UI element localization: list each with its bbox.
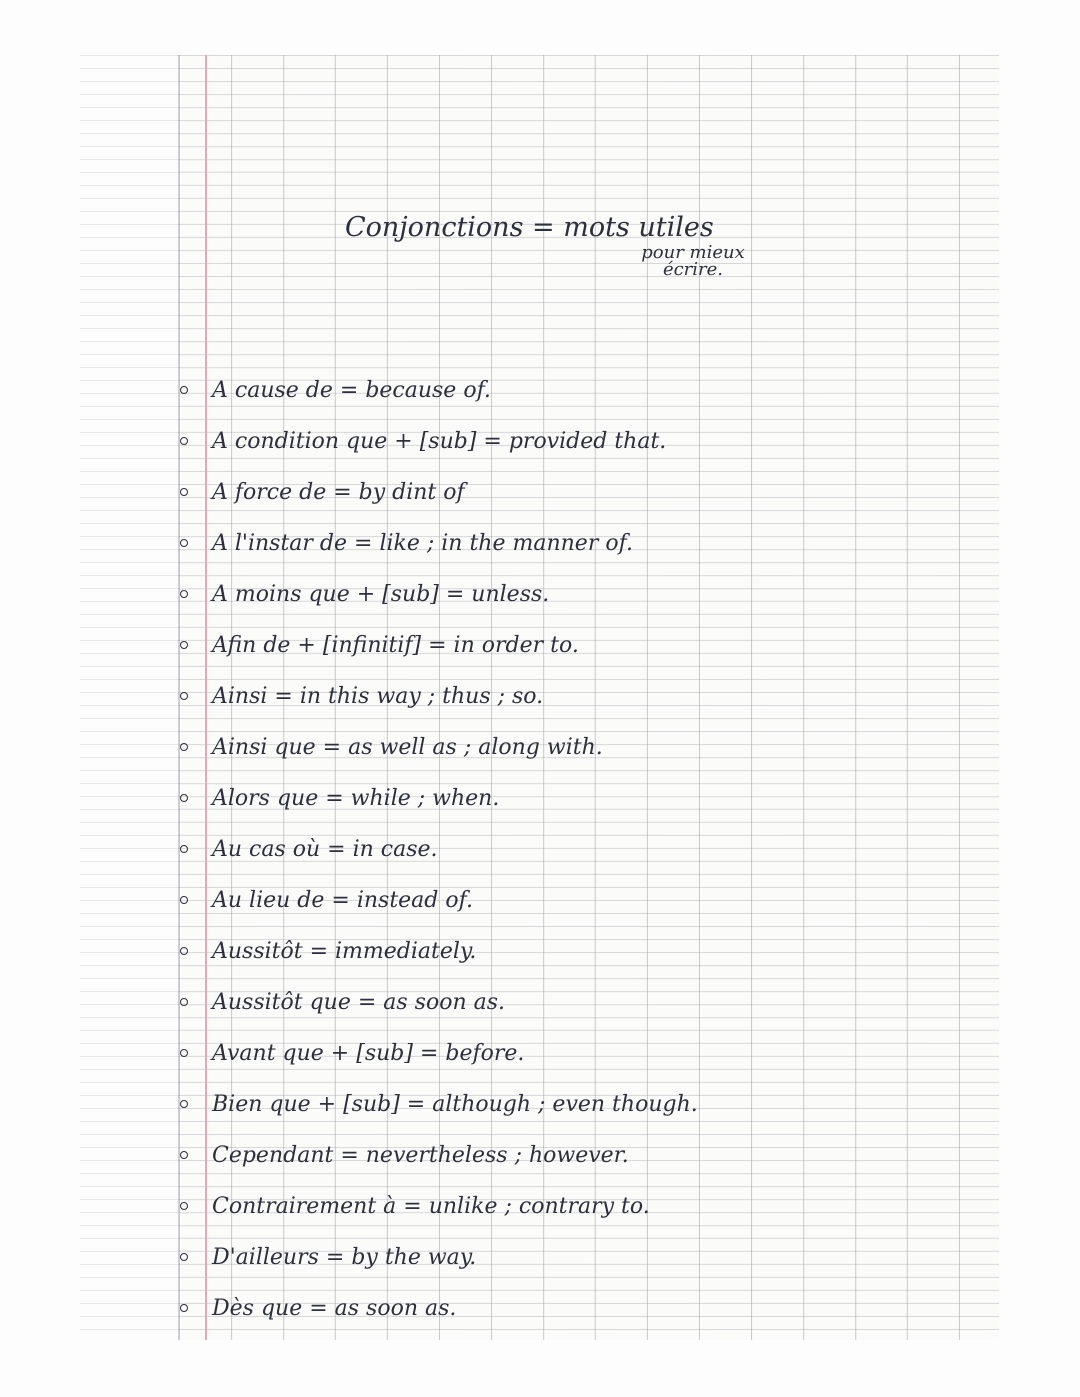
bullet-icon bbox=[180, 488, 188, 496]
bullet-icon bbox=[180, 794, 188, 802]
bullet-icon bbox=[180, 1253, 188, 1261]
entry-text: Cependant = nevertheless ; however. bbox=[212, 1143, 629, 1168]
bullet-icon bbox=[180, 386, 188, 394]
bullet-icon bbox=[180, 1049, 188, 1057]
page-title: Conjonctions = mots utiles bbox=[345, 212, 714, 243]
bullet-icon bbox=[180, 590, 188, 598]
entry-text: Contrairement à = unlike ; contrary to. bbox=[212, 1194, 650, 1219]
bullet-icon bbox=[180, 539, 188, 547]
entry-text: A condition que + [sub] = provided that. bbox=[212, 429, 667, 454]
bullet-icon bbox=[180, 1151, 188, 1159]
subtitle-line-2: écrire. bbox=[662, 259, 724, 280]
entry-text: Aussitôt que = as soon as. bbox=[212, 990, 506, 1015]
entry-text: Avant que + [sub] = before. bbox=[212, 1041, 525, 1066]
entry-text: Bien que + [sub] = although ; even though. bbox=[212, 1092, 698, 1117]
bullet-icon bbox=[180, 1304, 188, 1312]
bullet-icon bbox=[180, 896, 188, 904]
entry-text: A moins que + [sub] = unless. bbox=[212, 582, 550, 607]
subtitle-line-1: pour mieux bbox=[641, 242, 745, 263]
entry-text: D'ailleurs = by the way. bbox=[212, 1245, 477, 1270]
entry-text: A force de = by dint of bbox=[212, 480, 465, 505]
bullet-icon bbox=[180, 641, 188, 649]
entry-text: Au lieu de = instead of. bbox=[212, 888, 473, 913]
bullet-icon bbox=[180, 437, 188, 445]
entry-text: Au cas où = in case. bbox=[212, 837, 438, 862]
left-margin-strip bbox=[80, 55, 178, 1340]
bullet-icon bbox=[180, 845, 188, 853]
entry-text: A cause de = because of. bbox=[212, 378, 491, 403]
page-subtitle bbox=[578, 244, 808, 278]
margin-line bbox=[205, 55, 207, 1340]
bullet-icon bbox=[180, 1202, 188, 1210]
bullet-icon bbox=[180, 947, 188, 955]
entry-text: A l'instar de = like ; in the manner of. bbox=[212, 531, 633, 556]
bullet-icon bbox=[180, 1100, 188, 1108]
entry-text: Ainsi que = as well as ; along with. bbox=[212, 735, 603, 760]
entry-text: Ainsi = in this way ; thus ; so. bbox=[212, 684, 544, 709]
bullet-icon bbox=[180, 692, 188, 700]
entry-text: Afin de + [infinitif] = in order to. bbox=[212, 633, 579, 658]
entry-text: Aussitôt = immediately. bbox=[212, 939, 477, 964]
entry-text: Alors que = while ; when. bbox=[212, 786, 500, 811]
bullet-icon bbox=[180, 743, 188, 751]
bullet-icon bbox=[180, 998, 188, 1006]
entry-text: Dès que = as soon as. bbox=[212, 1296, 457, 1321]
